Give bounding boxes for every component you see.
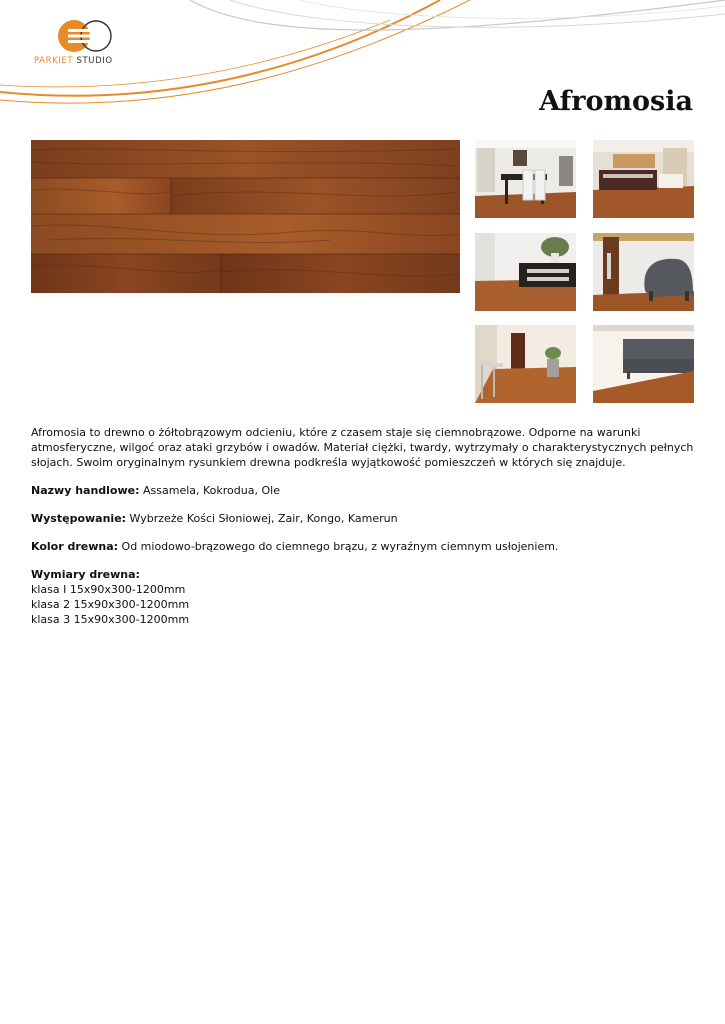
occurrence-label: Występowanie:	[31, 512, 127, 525]
description-paragraph: Afromosia to drewno o żółtobrązowym odcieniu, które z czasem staje się ciemnobrązowe. Odporne na warunki atmosferyczne, wilgoć oraz ataki grzybów i owadów. Materiał ciężki, twardy, wytrzymały o charakterystycznych pełnych słojach. Swoim oryginalnym rysunkiem drewna podkreśla wyjątkowość pomieszczeń w których się znajduje.	[31, 426, 694, 469]
interior-photo-5	[475, 325, 576, 403]
wood-color-value: Od miodowo-brązowego do ciemnego brązu, z wyraźnym ciemnym usłojeniem.	[118, 540, 559, 553]
wood-color-label: Kolor drewna:	[31, 540, 119, 553]
dimensions-label: Wymiary drewna:	[31, 568, 140, 581]
dimensions-class-3: klasa 3 15x90x300-1200mm	[31, 613, 190, 626]
occurrence-value: Wybrzeże Kości Słoniowej, Zair, Kongo, Kamerun	[126, 512, 398, 525]
wood-color	[31, 539, 695, 554]
trade-names-label: Nazwy handlowe:	[31, 484, 140, 497]
interior-photo-2	[593, 140, 694, 218]
wood-texture-photo	[31, 140, 460, 293]
interior-photo-3	[475, 233, 576, 311]
interior-photo-4	[593, 233, 694, 311]
trade-names-value: Assamela, Kokrodua, Ole	[139, 484, 280, 497]
dimensions-class-2: klasa 2 15x90x300-1200mm	[31, 598, 190, 611]
dimensions	[31, 567, 695, 627]
logo-word-1: PARKIET	[34, 56, 74, 66]
occurrence	[31, 511, 695, 526]
interior-photo-1	[475, 140, 576, 218]
product-description	[31, 425, 695, 640]
interior-photo-6	[593, 325, 694, 403]
page-title: Afromosia	[539, 86, 693, 117]
logo-word-2: STUDIO	[76, 56, 113, 66]
logo-text	[34, 56, 113, 66]
dimensions-class-1: klasa I 15x90x300-1200mm	[31, 583, 186, 596]
trade-names	[31, 483, 695, 498]
